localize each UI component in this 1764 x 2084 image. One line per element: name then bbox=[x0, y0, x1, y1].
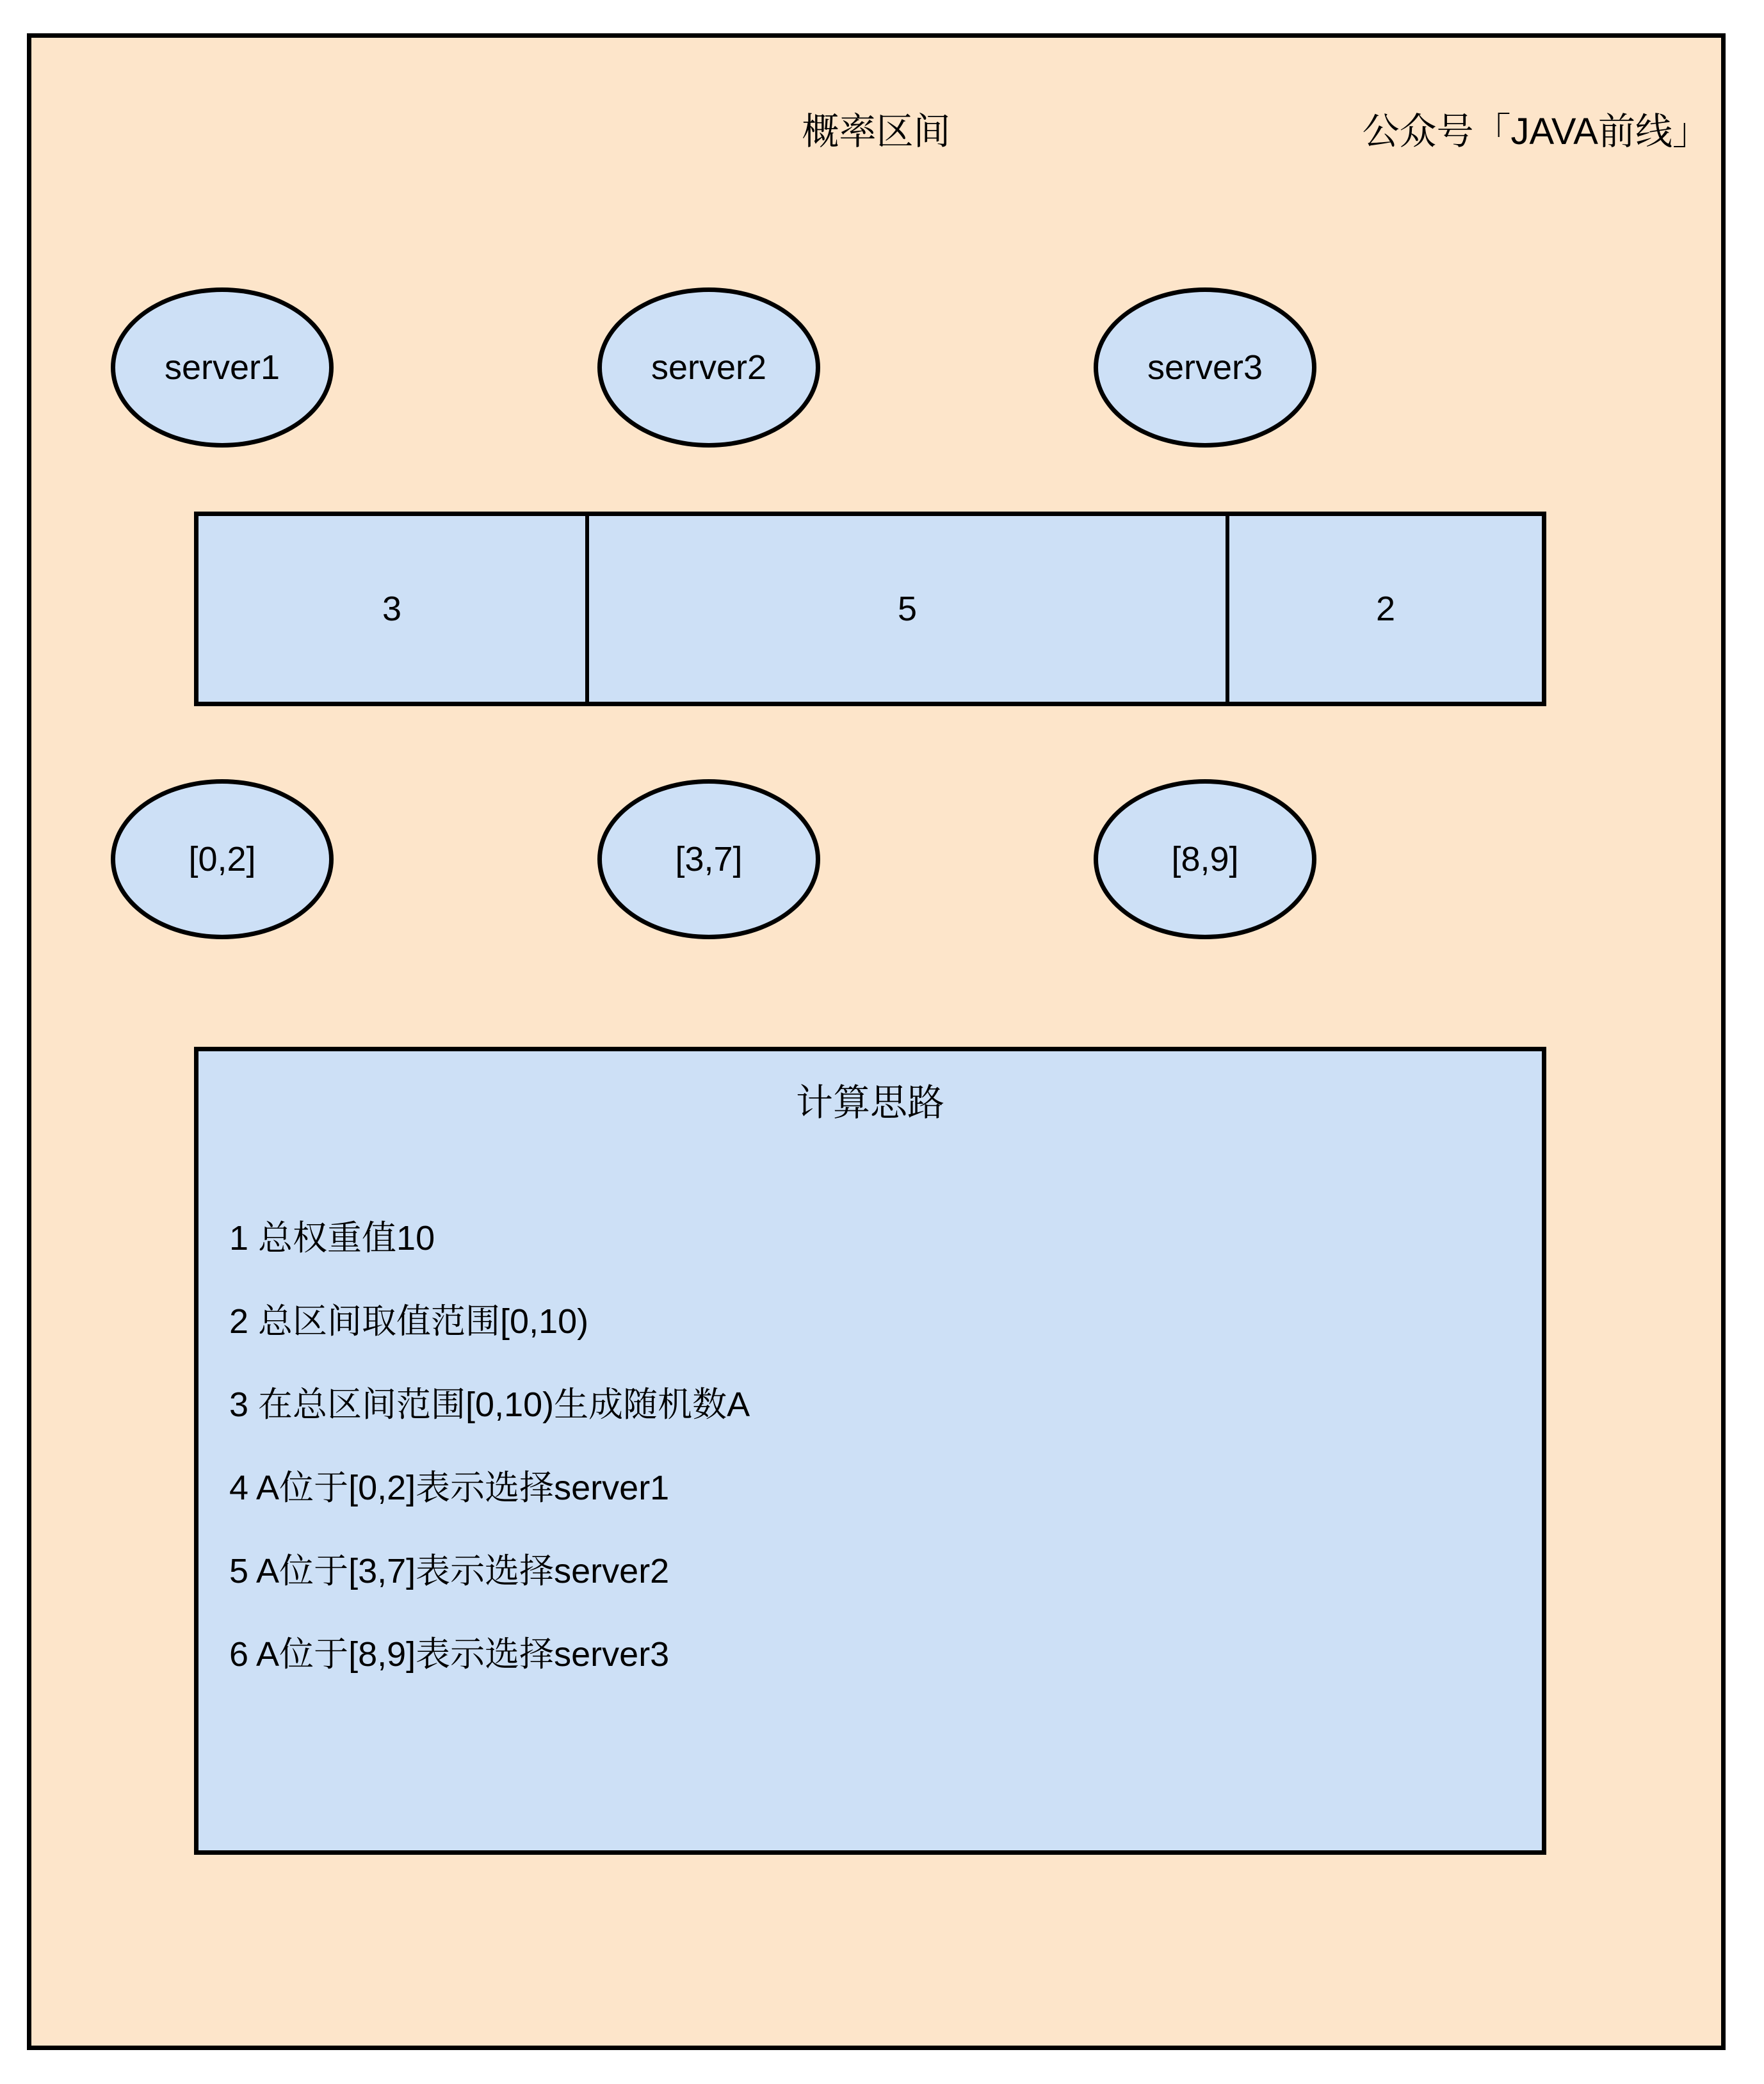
explanation-item: 5 A位于[3,7]表示选择server2 bbox=[229, 1552, 670, 1590]
weight-cell-server1: 3 bbox=[198, 516, 585, 702]
weight-cell-server2: 5 bbox=[585, 516, 1226, 702]
interval-node-3: [8,9] bbox=[1094, 779, 1316, 939]
weight-cell-server3: 2 bbox=[1226, 516, 1542, 702]
diagram-canvas bbox=[27, 33, 1726, 2050]
header-row bbox=[31, 38, 1721, 166]
server-node-row bbox=[31, 287, 1721, 448]
explanation-item: 4 A位于[0,2]表示选择server1 bbox=[229, 1469, 670, 1507]
explanation-item: 6 A位于[8,9]表示选择server3 bbox=[229, 1635, 670, 1674]
server-node-2: server2 bbox=[597, 287, 820, 448]
explanation-panel bbox=[194, 1047, 1546, 1855]
explanation-item: 2 总区间取值范围[0,10) bbox=[229, 1302, 589, 1341]
watermark-label: 公众号「JAVA前线」 bbox=[1362, 111, 1710, 152]
weight-bar bbox=[194, 512, 1546, 706]
server-node-1: server1 bbox=[111, 287, 334, 448]
interval-node-1: [0,2] bbox=[111, 779, 334, 939]
interval-node-2: [3,7] bbox=[597, 779, 820, 939]
explanation-item: 1 总权重值10 bbox=[229, 1219, 435, 1257]
page-title: 概率区间 bbox=[802, 111, 951, 152]
interval-node-row bbox=[31, 779, 1721, 939]
explanation-item: 3 在总区间范围[0,10)生成随机数A bbox=[229, 1385, 750, 1424]
explanation-list bbox=[229, 1221, 1510, 1720]
server-node-3: server3 bbox=[1094, 287, 1316, 448]
explanation-title: 计算思路 bbox=[795, 1082, 944, 1124]
